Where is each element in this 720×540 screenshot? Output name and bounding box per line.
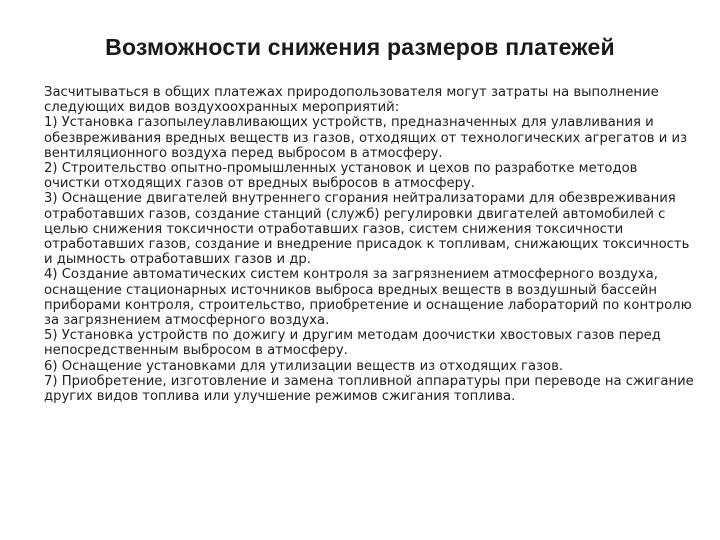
- list-item-1: 1) Установка газопылеулавливающих устройств, предназначенных для улавливания и обезвреживания вредных веществ из газов, отходящих от технологических агрегатов и из вентиляционного воздуха перед выбросом в атмосферу.: [44, 115, 688, 161]
- slide-body: [44, 85, 694, 404]
- list-item-4: 4) Создание автоматических систем контроля за загрязнением атмосферного воздуха, оснащение стационарных источников выброса вредных веществ в воздушный бассейн приборами контроля, строительство, приобретение и оснащение лабораторий по контролю за загрязнением атмосферного воздуха.: [44, 267, 692, 329]
- list-item-7: 7) Приобретение, изготовление и замена топливной аппаратуры при переводе на сжигание других видов топлива или улучшение режимов сжигания топлива.: [44, 373, 694, 405]
- slide-title: Возможности снижения размеров платежей: [105, 34, 615, 60]
- list-item-5: 5) Установка устройств по дожигу и другим методам доочистки хвостовых газов перед непосредственным выбросом в атмосферу.: [44, 328, 661, 359]
- intro-paragraph: Засчитываться в общих платежах природопользователя могут затраты на выполнение следующих видов воздухоохранных мероприятий:: [44, 85, 659, 116]
- list-item-6: 6) Оснащение установками для утилизации веществ из отходящих газов.: [44, 358, 564, 374]
- list-item-3: 3) Оснащение двигателей внутреннего сгорания нейтрализаторами для обезвреживания отработавших газов, создание станций (служб) регулировки двигателей автомобилей с целью снижения токсичности отработавших газов, систем снижения токсичности отработавших газов, создание и внедрение присадок к топливам, снижающих токсичность и дымность отработавших газов и др.: [44, 191, 690, 268]
- list-item-2: 2) Строительство опытно-промышленных установок и цехов по разработке методов очистки отходящих газов от вредных выбросов в атмосферу.: [44, 161, 638, 192]
